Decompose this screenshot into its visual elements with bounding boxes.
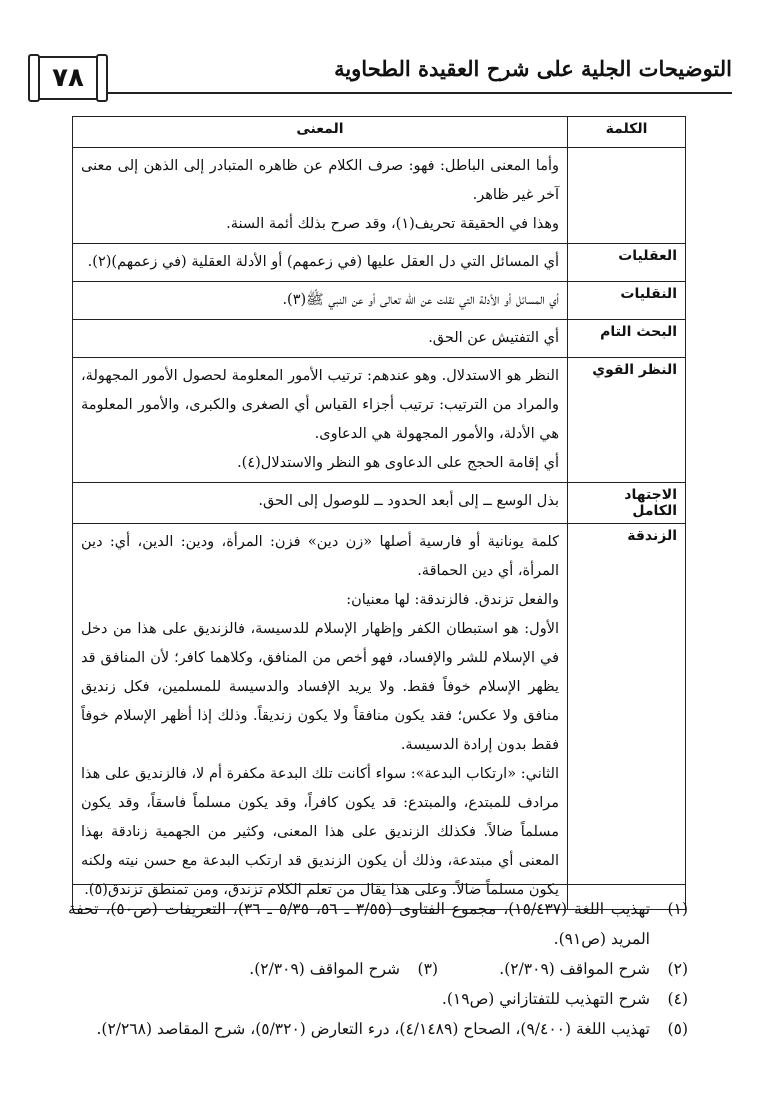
meaning-line: الثاني: «ارتكاب البدعة»: سواء أكانت تلك البدعة مكفرة أم لا، فالزنديق على هذا مرادف للمبتدع، والمبتدع: قد يكون كافراً، وقد يكون مسلماً فاسقاً، وقد يكون مسلماً ضالاً. فكذلك الزنديق على هذا المعنى، وكثير من الجهمية زنادقة بهذا المعنى أي مبتدعة، وذلك أن يكون الزنديق قد ارتكب البدعة مع حسن نيته ولكنه يكون مسلماً ضالاً. وعلى هذا يقال من تعلم الكلام تزندق، ومن تمنطق تزندق(٥). [81,766,559,898]
footnote [478,954,688,984]
footnote-number: (٥) [667,1020,688,1038]
footnote-text: شرح المواقف (٢/٣٠٩). [249,960,400,978]
term-cell: البحث التام [568,320,686,358]
footnote-pair [68,954,688,984]
footnote [68,1014,688,1044]
footnote [228,954,438,984]
page-number: ٧٨ [36,56,100,100]
meaning-line: أي التفتيش عن الحق. [428,330,559,346]
meaning-cell [73,358,568,483]
meaning-line: الأول: هو استبطان الكفر وإظهار الإسلام للدسيسة، فالزنديق على هذا من دخل في الإسلام للشر والإفساد، فهو أخص من المنافق، وكلاهما كافر؛ لأن المنافق قد يظهر الإسلام خوفاً فقط. ولا يريد الإفساد والدسيسة للمسلمين، فكل زنديق منافق ولا عكس؛ فقد يكون منافقاً ولا يكون زنديقاً. وذلك إذا أظهر الإسلام خوفاً فقط بدون إرادة الدسيسة. [81,621,559,753]
footnote-divider [72,884,686,885]
meaning-line: النظر هو الاستدلال. وهو عندهم: ترتيب الأمور المعلومة لحصول الأمور المجهولة، والمراد من الترتيب: ترتيب أجزاء القياس أي الصغرى والكبرى، والأمور المعلومة هي الأدلة، والأمور المجهولة هي الدعاوى. [81,368,559,442]
column-header-meaning: المعنى [73,117,568,148]
footnote [68,984,688,1014]
column-header-term: الكلمة [568,117,686,148]
table-row [73,483,686,524]
table-row [73,148,686,244]
meaning-cell [73,320,568,358]
meaning-line: أي المسائل أو الأدلة التي نقلت عن الله تعالى أو عن النبي ﷺ(٣). [282,292,559,308]
term-cell [568,148,686,244]
table-row [73,524,686,910]
running-title: التوضيحات الجلية على شرح العقيدة الطحاوية [334,56,732,81]
meaning-line: كلمة يونانية أو فارسية أصلها «زن دين» فزن: المرأة، ودين: الدين، أي: دين المرأة، أي دين الحماقة. [81,534,559,579]
footnote [68,894,688,954]
footnote-number: (١) [667,900,688,918]
term-cell: النقليات [568,282,686,320]
footnote-number: (٢) [667,960,688,978]
term-cell: النظر القوي [568,358,686,483]
meaning-cell [73,244,568,282]
footnote-text: شرح التهذيب للتفتازاني (ص١٩). [441,990,650,1008]
term-cell: العقليات [568,244,686,282]
meaning-line: وهذا في الحقيقة تحريف(١)، وقد صرح بذلك أئمة السنة. [226,216,559,232]
table-row [73,282,686,320]
meaning-cell [73,483,568,524]
footnote-text: تهذيب اللغة (١٥/٤٣٧)، مجموع الفتاوى (٣/٥٥ ـ ٥٦، ٥/٣٥ ـ ٣٦)، التعريفات (ص٥٠)، تحفة المريد (ص٩١). [68,900,651,948]
footnote-text: شرح المواقف (٢/٣٠٩). [499,960,650,978]
table-row [73,244,686,282]
term-cell: الاجتهاد الكامل [568,483,686,524]
glossary-table [72,116,686,910]
meaning-cell [73,524,568,910]
meaning-cell [73,282,568,320]
page-header [28,50,732,102]
meaning-line: أي إقامة الحجج على الدعاوى هو النظر والاستدلال(٤). [237,455,559,471]
meaning-line: أي المسائل التي دل العقل عليها (في زعمهم) أو الأدلة العقلية (في زعمهم)(٢). [87,254,559,270]
meaning-line: والفعل تزندق. فالزندقة: لها معنيان: [346,592,559,608]
footnote-text: تهذيب اللغة (٩/٤٠٠)، الصحاح (٤/١٤٨٩)، درء التعارض (٥/٣٢٠)، شرح المقاصد (٢/٢٦٨). [96,1020,650,1038]
footnotes [68,894,688,1044]
footnote-number: (٣) [417,960,438,978]
meaning-line: بذل الوسع ــ إلى أبعد الحدود ــ للوصول إلى الحق. [258,493,559,509]
meaning-line: وأما المعنى الباطل: فهو: صرف الكلام عن ظاهره المتبادر إلى الذهن إلى معنى آخر غير ظاهر. [81,158,559,203]
meaning-cell [73,148,568,244]
table-header-row [73,117,686,148]
footnote-number: (٤) [667,990,688,1008]
header-rule [108,92,732,94]
table-row [73,320,686,358]
table-row [73,358,686,483]
term-cell: الزندقة [568,524,686,910]
